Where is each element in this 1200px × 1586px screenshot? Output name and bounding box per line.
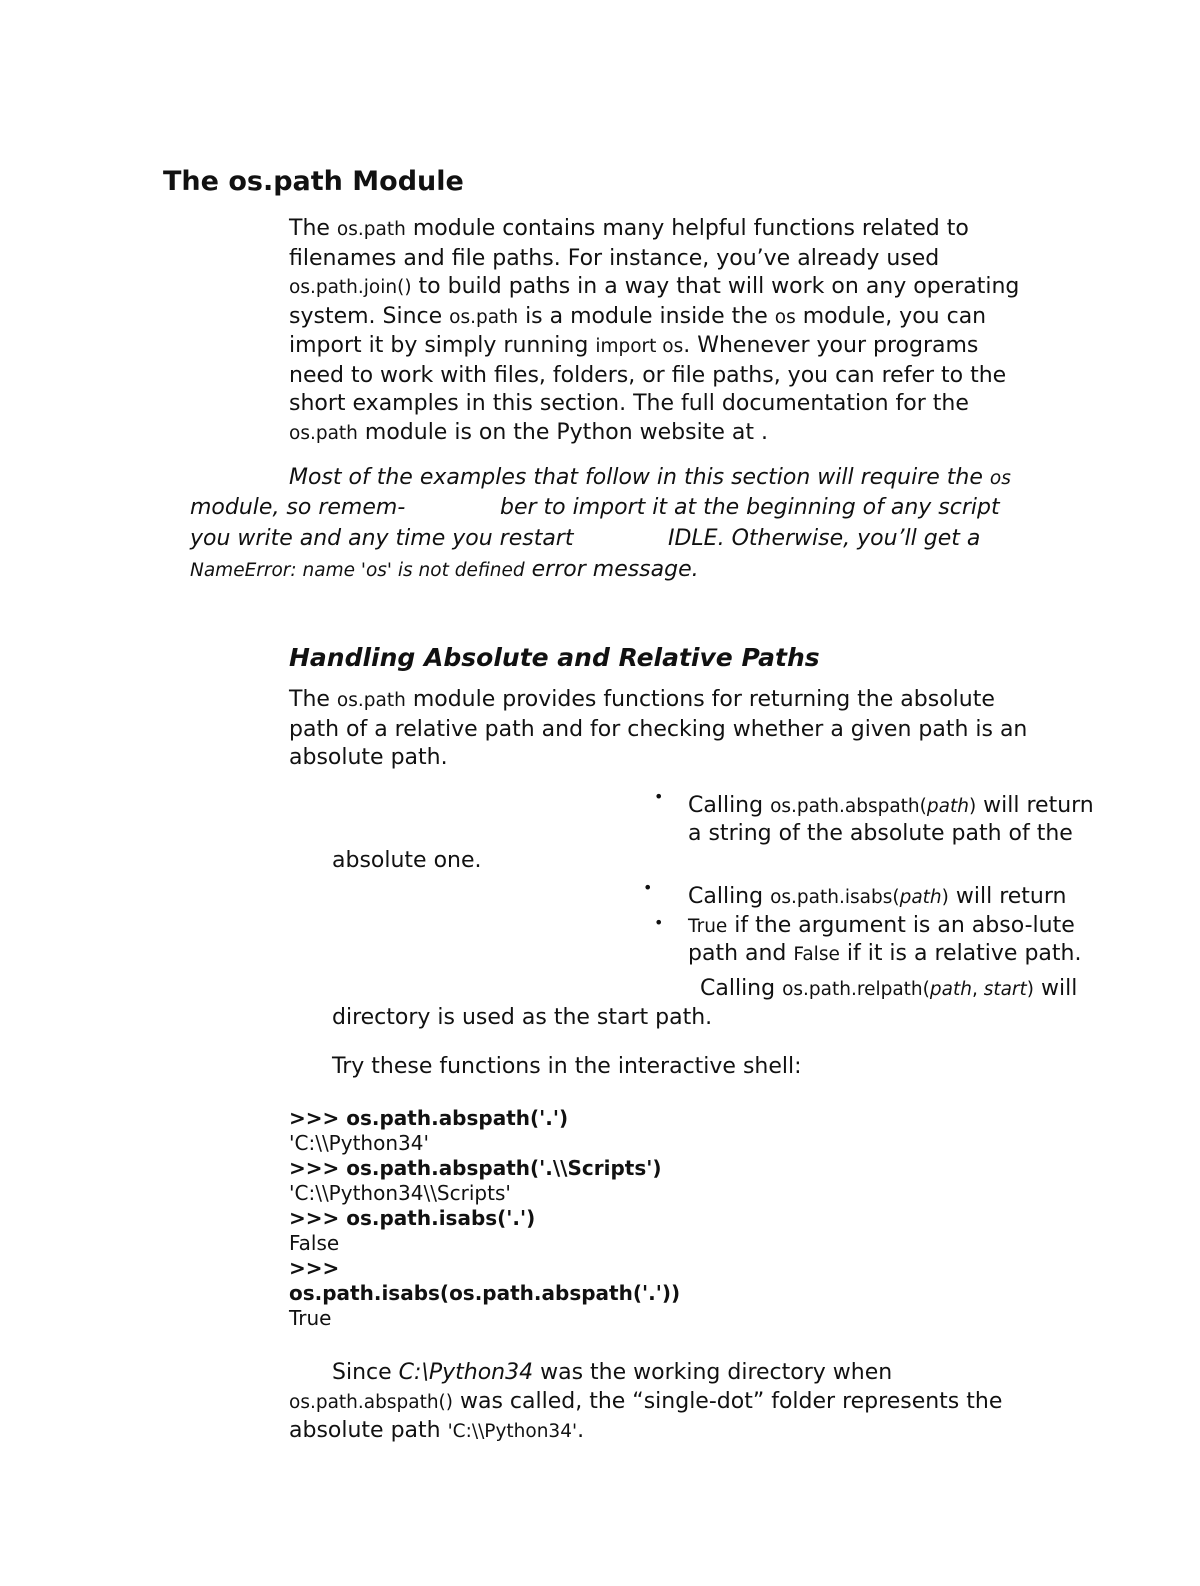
subsection-line: path of a relative path and for checking whether a given path is an — [289, 716, 1028, 742]
intro-paragraph — [289, 215, 1019, 448]
bullet-item: True if the argument is an abso-lute — [688, 913, 1075, 938]
note-line: NameError: name 'os' is not defined error message. — [190, 557, 699, 582]
shell-output-line: False — [289, 1231, 340, 1255]
bullet-item: Calling os.path.abspath(path) will return — [688, 793, 1094, 818]
intro-line: os.path module is on the Python website at . — [289, 419, 768, 445]
subsection-line: absolute path. — [289, 745, 448, 770]
page-title: The os.path Module — [163, 166, 464, 197]
shell-output-line: 'C:\\Python34' — [289, 1131, 429, 1155]
bullet-item: Calling os.path.relpath(path, start) will — [700, 976, 1078, 1001]
bullet-item: a string of the absolute path of the — [688, 821, 1073, 846]
bullet-item: path and False if it is a relative path. — [688, 941, 1082, 966]
shell-input-line: >>> os.path.abspath('.') — [289, 1106, 569, 1130]
body-text: directory is used as the start path. — [332, 1005, 713, 1030]
shell-input-line: os.path.isabs(os.path.abspath('.')) — [289, 1281, 681, 1305]
shell-output-line: True — [289, 1306, 332, 1330]
intro-line: short examples in this section. The full documentation for the — [289, 391, 969, 416]
note-line: IDLE. Otherwise, you’ll get a — [668, 526, 981, 551]
intro-line: os.path.join() to build paths in a way that will work on any operating — [289, 274, 1020, 299]
intro-line: need to work with files, folders, or file paths, you can refer to the — [289, 362, 1007, 388]
note-line: you write and any time you restart — [190, 526, 574, 551]
bullet-marker: • — [654, 787, 664, 806]
intro-line: import it by simply running import os. Whenever your programs — [289, 333, 979, 358]
section-heading: Handling Absolute and Relative Paths — [289, 643, 820, 672]
closing-line: absolute path 'C:\\Python34'. — [289, 1418, 585, 1443]
bullet-marker: • — [643, 878, 653, 897]
closing-line: Since C:\Python34 was the working directory when — [332, 1360, 893, 1385]
body-text: absolute one. — [332, 848, 482, 873]
subsection-line: The os.path module provides functions for returning the absolute — [289, 687, 995, 712]
bullet-item: Calling os.path.isabs(path) will return — [688, 884, 1067, 909]
intro-line: system. Since os.path is a module inside the os module, you can — [289, 303, 987, 329]
intro-line: filenames and file paths. For instance, you’ve already used — [289, 245, 940, 271]
closing-line: os.path.abspath() was called, the “single-dot” folder represents the — [289, 1389, 1003, 1414]
intro-line: The os.path module contains many helpful functions related to — [289, 216, 969, 241]
subsection-paragraph — [289, 686, 1027, 773]
note-line: module, so remem- — [190, 495, 406, 520]
shell-input-line: >>> os.path.abspath('.\\Scripts') — [289, 1156, 662, 1180]
note-line: ber to import it at the beginning of any script — [500, 495, 1000, 520]
bullet-marker: • — [654, 913, 664, 932]
shell-input-line: >>> os.path.isabs('.') — [289, 1206, 536, 1230]
note-line: Most of the examples that follow in this section will require the os — [289, 465, 1011, 490]
body-text: Try these functions in the interactive shell: — [332, 1054, 802, 1079]
shell-input-line: >>> — [289, 1256, 340, 1280]
shell-output-line: 'C:\\Python34\\Scripts' — [289, 1181, 511, 1205]
shell-transcript — [289, 1106, 680, 1331]
